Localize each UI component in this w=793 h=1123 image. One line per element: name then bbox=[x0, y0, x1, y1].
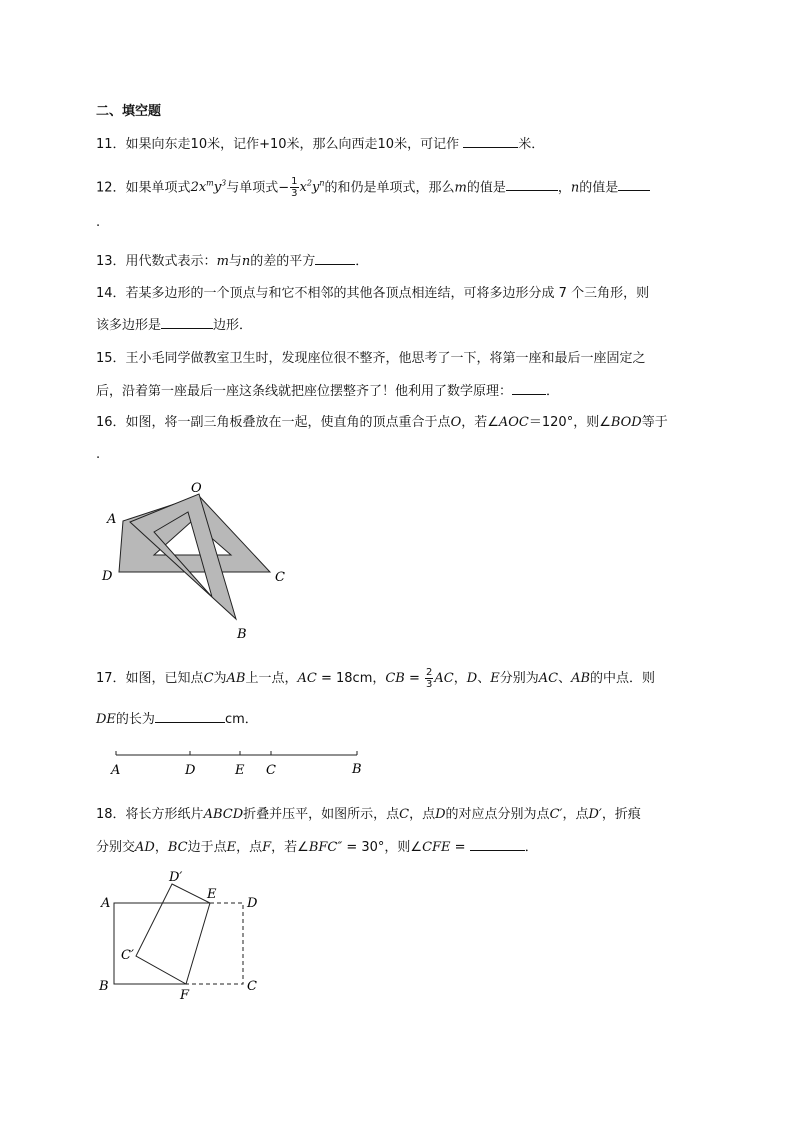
answer-blank[interactable] bbox=[155, 710, 225, 723]
label-C: C bbox=[266, 763, 276, 778]
rectangle-folded-dashed bbox=[186, 903, 243, 984]
question-17: 17．如图，已知点C为AB上一点，AC = 18cm，CB = $\frac{2}{3}$ AC，D、E分别为AC、AB的中点．则 bbox=[96, 667, 656, 690]
label-C: C bbox=[247, 979, 257, 994]
answer-blank-m[interactable] bbox=[506, 178, 558, 191]
question-12: 12．如果单项式$2x^my^3$与单项式− $\frac{1}{3}$ $x^2y^n$的和仍是单项式，那么m的值是 ，n的值是 bbox=[96, 175, 650, 199]
monomial-1: $2x^my^3$ bbox=[190, 179, 227, 196]
folded-flap bbox=[136, 884, 210, 984]
question-16: 16．如图，将一副三角板叠放在一起，使直角的顶点重合于点O，若∠AOC＝120°，则∠BOD等于 bbox=[96, 415, 668, 430]
question-18-line2: 分别交AD，BC边于点E，点F，若∠BFC″ = 30°，则∠CFE = ． bbox=[96, 840, 538, 855]
label-F: F bbox=[180, 988, 190, 1002]
label-O: O bbox=[191, 481, 202, 496]
question-16-end: . bbox=[96, 447, 101, 462]
label-D: D bbox=[185, 763, 196, 778]
question-11: 11．如果向东走10米，记作+10米，那么向西走10米，可记作 米． bbox=[96, 137, 545, 152]
label-A: A bbox=[101, 896, 111, 911]
question-number: 16． bbox=[96, 415, 126, 430]
question-number: 11． bbox=[96, 137, 126, 152]
label-B: B bbox=[352, 762, 362, 777]
answer-blank[interactable] bbox=[161, 316, 213, 329]
label-A: A bbox=[107, 512, 117, 527]
figure-17-segment bbox=[105, 745, 370, 780]
label-Cprime: C′ bbox=[121, 948, 134, 963]
question-15-line2: 后，沿着第一座最后一座这条线就把座位摆整齐了！他利用了数学原理： ． bbox=[96, 384, 560, 399]
question-14-line2: 该多边形是 边形． bbox=[96, 318, 253, 333]
label-A: A bbox=[111, 763, 121, 778]
answer-blank[interactable] bbox=[463, 135, 518, 148]
label-B: B bbox=[237, 627, 247, 642]
fraction: $\frac{1}{3}$ bbox=[291, 176, 298, 200]
figure-16-triangles bbox=[95, 470, 295, 645]
label-D: D bbox=[247, 896, 258, 911]
question-number: 13． bbox=[96, 254, 126, 269]
answer-blank-n[interactable] bbox=[618, 178, 650, 191]
answer-blank[interactable] bbox=[315, 252, 355, 265]
answer-blank[interactable] bbox=[512, 382, 546, 395]
answer-blank[interactable] bbox=[470, 838, 525, 851]
question-number: 12． bbox=[96, 180, 126, 196]
question-14: 14．若某多边形的一个顶点与和它不相邻的其他各顶点相连结，可将多边形分成 7 个三角形，则 bbox=[96, 286, 650, 301]
question-number: 14． bbox=[96, 286, 126, 301]
rectangle-visible bbox=[114, 903, 210, 984]
figure-18-fold bbox=[95, 862, 270, 1002]
question-17-line2: DE的长为 cm． bbox=[96, 712, 258, 727]
label-D: D bbox=[102, 569, 113, 584]
section-title: 二、填空题 bbox=[96, 104, 162, 119]
monomial-2: $x^2y^n$ bbox=[299, 179, 325, 196]
question-13: 13．用代数式表示：m与n的差的平方 ． bbox=[96, 254, 369, 269]
label-Dprime: D′ bbox=[169, 870, 183, 885]
question-18: 18．将长方形纸片ABCD折叠并压平，如图所示，点C，点D的对应点分别为点C′，点D′，折痕 bbox=[96, 807, 641, 822]
label-E: E bbox=[235, 763, 245, 778]
label-B: B bbox=[99, 979, 109, 994]
question-12-end: . bbox=[96, 215, 101, 230]
label-E: E bbox=[207, 887, 217, 902]
question-number: 15． bbox=[96, 351, 126, 366]
question-15: 15．王小毛同学做教室卫生时，发现座位很不整齐，他思考了一下，将第一座和最后一座固定之 bbox=[96, 351, 646, 366]
fraction: $\frac{2}{3}$ bbox=[426, 667, 433, 690]
question-number: 17． bbox=[96, 671, 126, 686]
question-number: 18． bbox=[96, 807, 126, 822]
label-C: C bbox=[275, 570, 285, 585]
